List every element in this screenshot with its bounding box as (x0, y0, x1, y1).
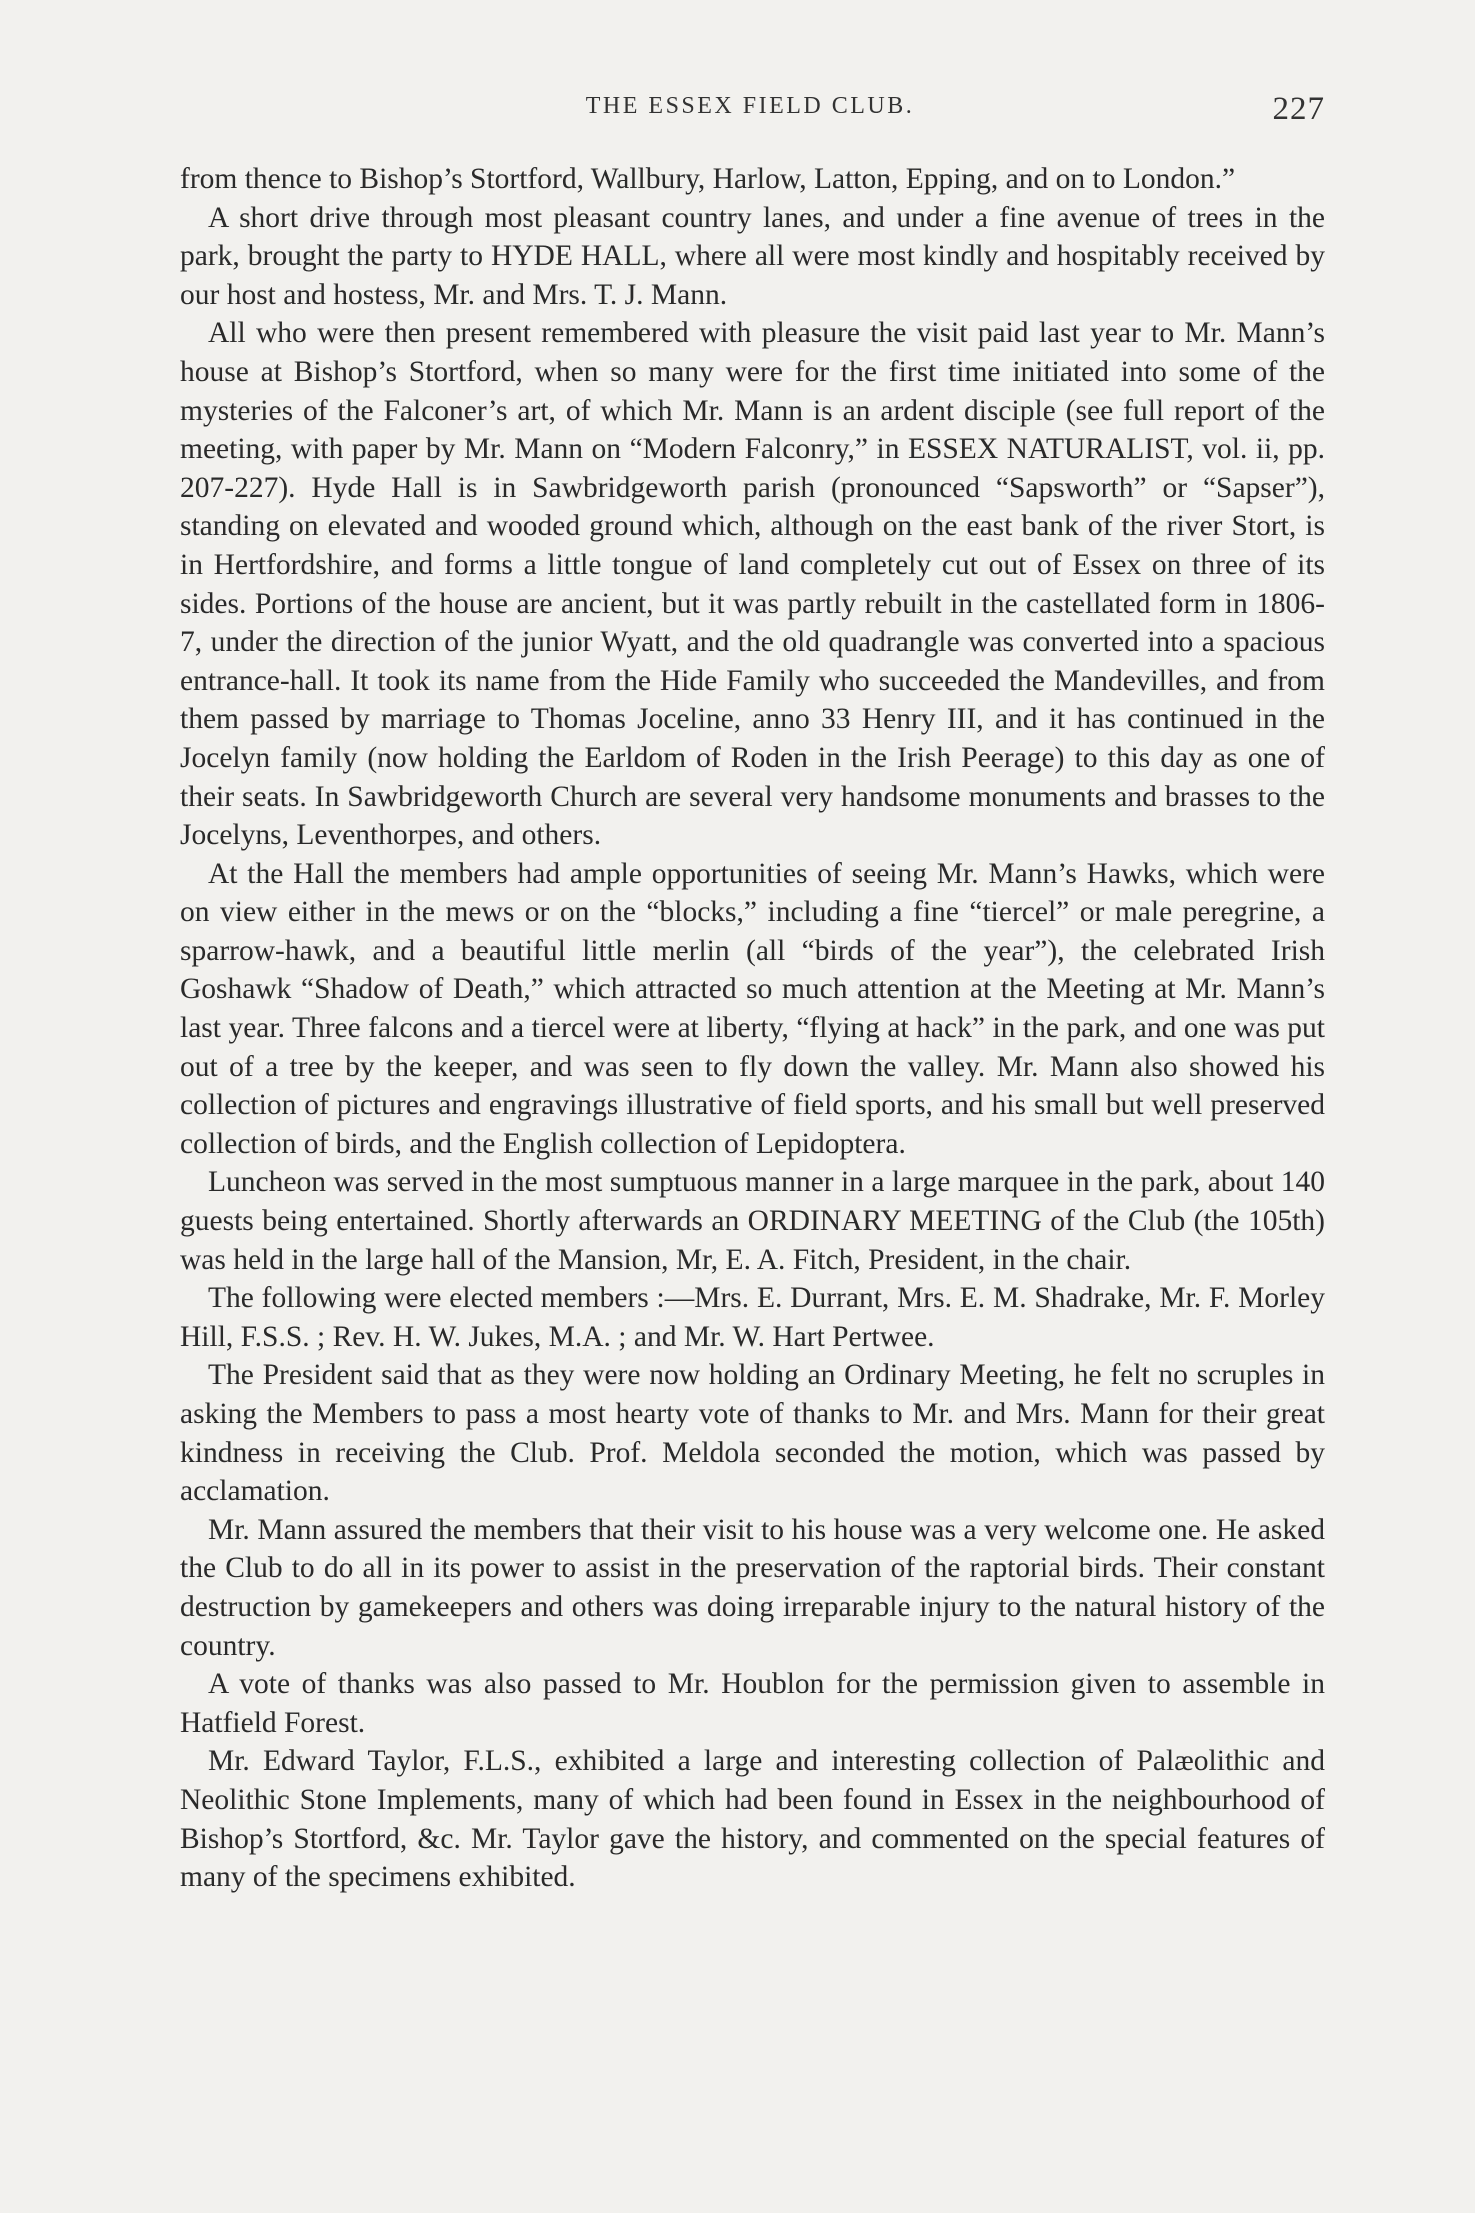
paragraph-continuation: from thence to Bishop’s Stortford, Wallbury, Harlow, Latton, Epping, and on to London.” (180, 163, 1236, 195)
page-number: 227 (1272, 91, 1325, 127)
body-text (180, 160, 1325, 1897)
paragraph-taylor-exhibit: Mr. Edward Taylor, F.L.S., exhibited a large and interesting collection of Palæolithic and Neolithic Stone Implements, many of which had been found in Essex in the neighbourhood of Bishop’s Stortford, &c. Mr. Taylor gave the history, and commented on the special features of many of the specimens exhibited. (180, 1745, 1325, 1894)
paragraph-vote-of-thanks: The President said that as they were now holding an Ordinary Meeting, he felt no scruples in asking the Members to pass a most hearty vote of thanks to Mr. and Mrs. Mann for their great kindness in receiving the Club. Prof. Meldola seconded the motion, which was passed by acclamation. (180, 1359, 1325, 1508)
paragraph-luncheon-meeting: Luncheon was served in the most sumptuous manner in a large marquee in the park, about 140 guests being entertained. Shortly afterwards an ORDINARY MEETING of the Club (the 105th) was held in the large hall of the Mansion, Mr, E. A. Fitch, President, in the chair. (180, 1166, 1325, 1276)
paragraph-hawks: At the Hall the members had ample opportunities of seeing Mr. Mann’s Hawks, which were on view either in the mews or on the “blocks,” including a fine “tiercel” or male peregrine, a sparrow-hawk, and a beautiful little merlin (all “birds of the year”), the celebrated Irish Goshawk “Shadow of Death,” which attracted so much attention at the Meeting at Mr. Mann’s last year. Three falcons and a tiercel were at liberty, “flying at hack” in the park, and one was put out of a tree by the keeper, and was seen to fly down the valley. Mr. Mann also showed his collection of pictures and engravings illustrative of field sports, and his small but well preserved collection of birds, and the English collection of Lepidoptera. (180, 857, 1325, 1160)
page-header (175, 93, 1325, 133)
paragraph-drive-to-hyde-hall: A short drive through most pleasant country lanes, and under a fine avenue of trees in the park, brought the party to HYDE HALL, where all were most kindly and hospitably received by our host and hostess, Mr. and Mrs. T. J. Mann. (180, 201, 1325, 311)
paragraph-houblon-thanks: A vote of thanks was also passed to Mr. Houblon for the permission given to assemble in Hatfield Forest. (180, 1668, 1325, 1739)
paragraph-hyde-hall-history: All who were then present remembered with pleasure the visit paid last year to Mr. Mann’s house at Bishop’s Stortford, when so many were for the first time initiated into some of the mysteries of the Falconer’s art, of which Mr. Mann is an ardent disciple (see full report of the meeting, with paper by Mr. Mann on “Modern Falconry,” in ESSEX NATURALIST, vol. ii, pp. 207-227). Hyde Hall is in Sawbridgeworth parish (pronounced “Sapsworth” or “Sapser”), standing on elevated and wooded ground which, although on the east bank of the river Stort, is in Hertfordshire, and forms a little tongue of land completely cut out of Essex on three of its sides. Portions of the house are ancient, but it was partly rebuilt in the castellated form in 1806-7, under the direction of the junior Wyatt, and the old quadrangle was converted into a spacious entrance-hall. It took its name from the Hide Family who succeeded the Mandevilles, and from them passed by marriage to Thomas Joceline, anno 33 Henry III, and it has continued in the Jocelyn family (now holding the Earldom of Roden in the Irish Peerage) to this day as one of their seats. In Sawbridgeworth Church are several very handsome monuments and brasses to the Jocelyns, Leventhorpes, and others. (180, 317, 1325, 852)
paragraph-mann-reply: Mr. Mann assured the members that their visit to his house was a very welcome one. He asked the Club to do all in its power to assist in the preservation of the raptorial birds. Their constant destruction by gamekeepers and others was doing irreparable injury to the natural history of the country. (180, 1513, 1325, 1662)
paragraph-elected-members: The following were elected members :—Mrs. E. Durrant, Mrs. E. M. Shadrake, Mr. F. Morley Hill, F.S.S. ; Rev. H. W. Jukes, M.A. ; and Mr. W. Hart Pertwee. (180, 1282, 1325, 1353)
running-title: THE ESSEX FIELD CLUB. (585, 93, 915, 119)
